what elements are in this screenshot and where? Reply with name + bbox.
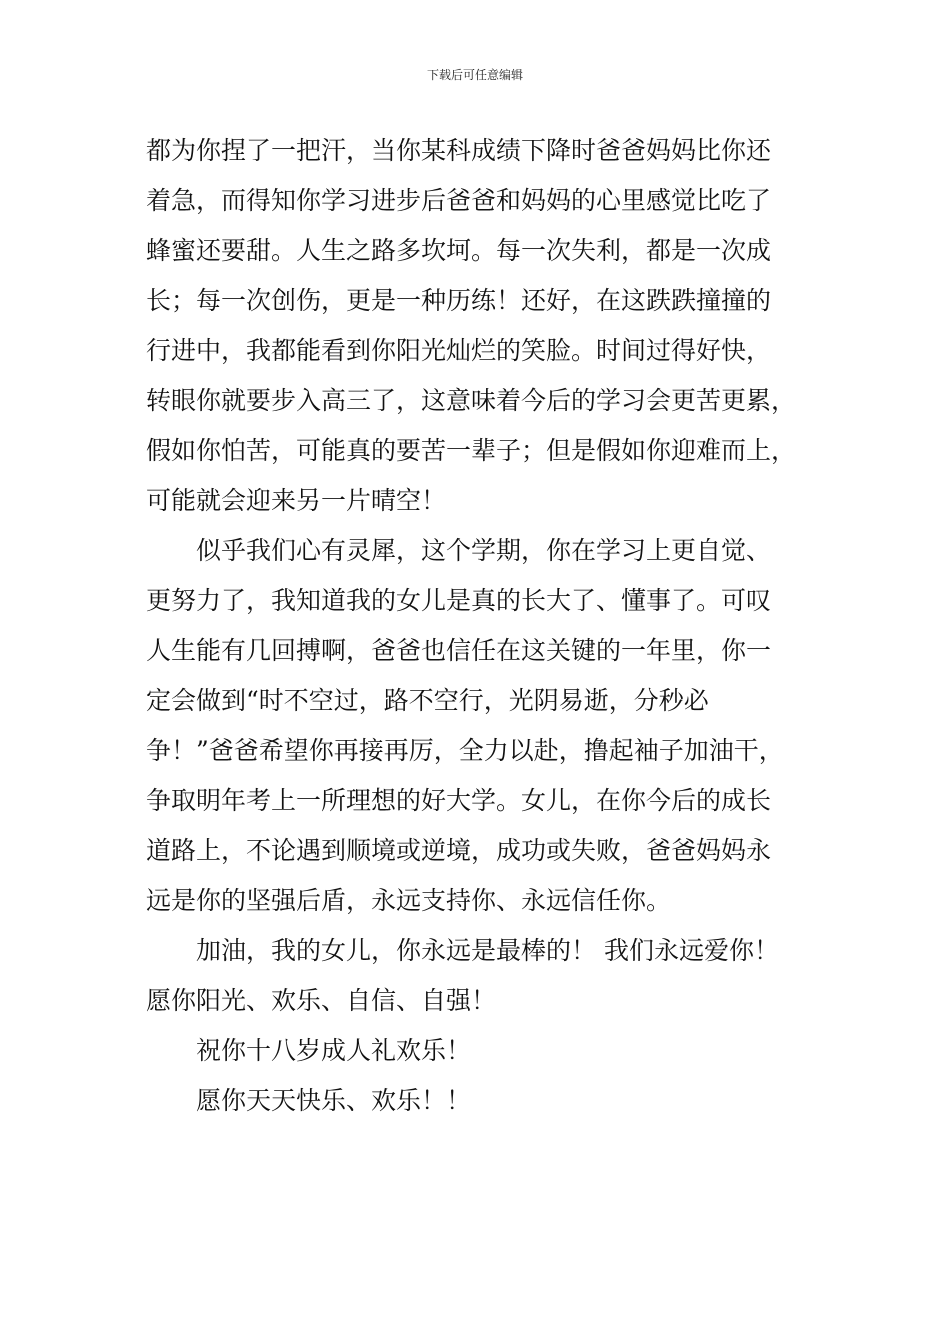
- text-line: 转眼你就要步入高三了，这意味着今后的学习会更苦更累，: [146, 386, 797, 415]
- text-line: 行进中，我都能看到你阳光灿烂的笑脸。时间过得好快，: [146, 336, 772, 365]
- document-body: [146, 126, 806, 1126]
- text-line: 定会做到“时不空过，路不空行，光阴易逝，分秒必: [146, 686, 709, 715]
- page-header: 下载后可任意编辑: [426, 68, 523, 82]
- text-line: 更努力了，我知道我的女儿是真的长大了、懂事了。可叹: [146, 586, 772, 615]
- text-line: 争！”爸爸希望你再接再厉，全力以赴，撸起袖子加油干，: [146, 736, 784, 765]
- text-line: 长；每一次创伤，更是一种历练！还好，在这跌跌撞撞的: [146, 286, 772, 315]
- text-line: 假如你怕苦，可能真的要苦一辈子；但是假如你迎难而上，: [146, 436, 797, 465]
- text-line: 远是你的坚强后盾，永远支持你、永远信任你。: [146, 886, 672, 915]
- text-line: 人生能有几回搏啊，爸爸也信任在这关键的一年里，你一: [146, 636, 772, 665]
- text-line: 愿你天天快乐、欢乐！！: [196, 1086, 472, 1115]
- text-line: 着急，而得知你学习进步后爸爸和妈妈的心里感觉比吃了: [146, 186, 772, 215]
- text-line: 道路上，不论遇到顺境或逆境，成功或失败，爸爸妈妈永: [146, 836, 772, 865]
- text-line: 都为你捏了一把汗，当你某科成绩下降时爸爸妈妈比你还: [146, 136, 772, 165]
- text-line: 可能就会迎来另一片晴空！: [146, 486, 447, 515]
- text-line: 似乎我们心有灵犀，这个学期，你在学习上更自觉、: [196, 536, 772, 565]
- text-line: 加油，我的女儿，你永远是最棒的！ 我们永远爱你！: [196, 936, 779, 965]
- text-line: 祝你十八岁成人礼欢乐！: [196, 1036, 472, 1065]
- text-line: 愿你阳光、欢乐、自信、自强！: [146, 986, 497, 1015]
- text-line: 争取明年考上一所理想的好大学。女儿，在你今后的成长: [146, 786, 772, 815]
- text-line: 蜂蜜还要甜。人生之路多坎坷。每一次失利，都是一次成: [146, 236, 772, 265]
